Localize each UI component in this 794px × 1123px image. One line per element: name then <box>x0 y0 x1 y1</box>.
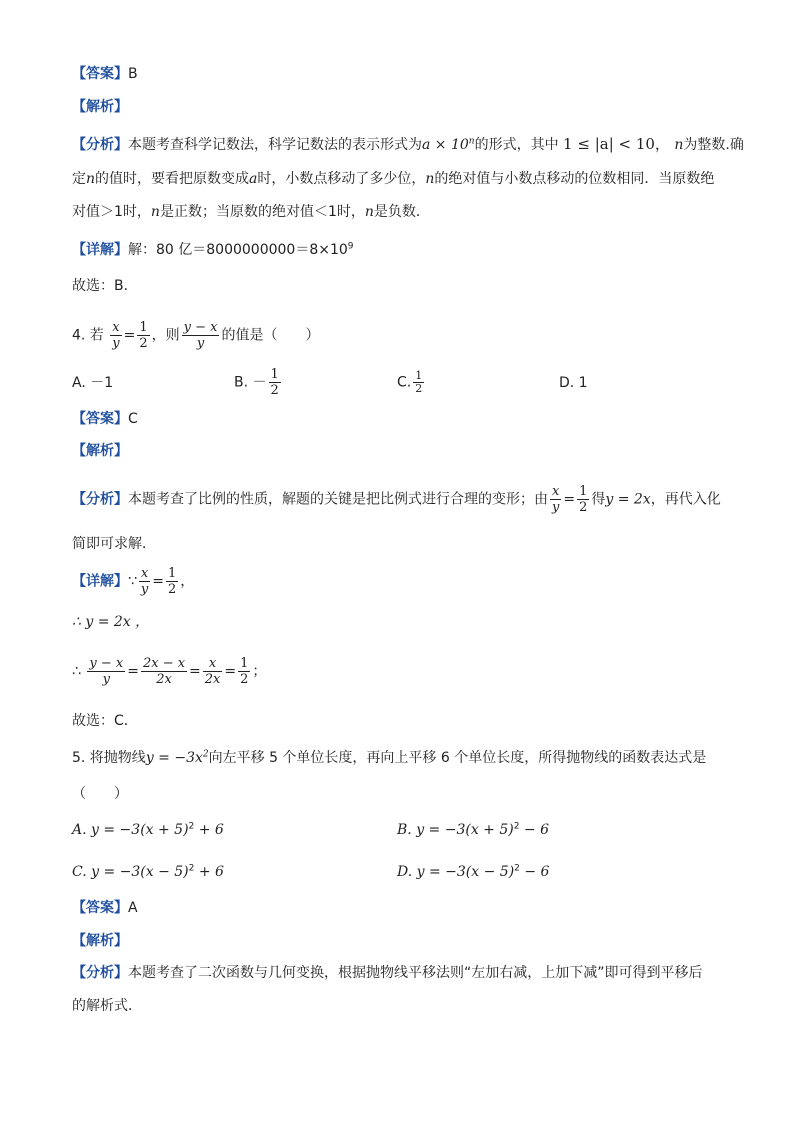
q4-option-d: D. 1 <box>559 375 588 391</box>
q3-answer-line <box>72 64 138 84</box>
q5-option-b: B. $y = -3(x + 5)^2 - 6$ <box>397 821 550 838</box>
q4-conclusion: 故选：C． <box>72 713 138 729</box>
q3-conclusion: 故选：B． <box>72 278 138 294</box>
q4-option-c: C. $\frac{1}{2}$ <box>397 369 423 395</box>
q4-stem: 4. 若 $\frac{x}{y}$ = $\frac{1}{2}$ ，则 $\frac{y - x}{y}$ 的值是（ ） <box>72 320 320 351</box>
q3-analysis-label: 【解析】 <box>72 99 128 115</box>
q5-stem-line-1: 5. 将抛物线$y = -3x^2$向左平移 5 个单位长度，再向上平移 6 个单位长度，所得抛物线的函数表达式是 <box>72 749 707 766</box>
parabola-expression: $y = -3x^2$ <box>145 749 209 766</box>
fraction-one-half: $\frac{1}{2}$ <box>139 320 148 351</box>
q3-detail-line: 【详解】解：80 亿$=8000000000=8\times 10^9$ <box>72 241 354 258</box>
fraction-y-minus-x-over-y: $\frac{y - x}{y}$ <box>183 320 218 351</box>
q5-analysis-label: 【解析】 <box>72 933 128 949</box>
q3-fenxi-line-1: 【分析】本题考查科学记数法，科学记数法的表示形式为$a \times 10^n$的形式，其中 1 ≤ |a| < 10， n为整数.确 <box>72 135 744 153</box>
detail-label: 【详解】 <box>72 242 128 258</box>
q5-option-d: D. $y = -3(x - 5)^2 - 6$ <box>397 863 550 880</box>
q4-fenxi-line-2: 简即可求解． <box>72 536 156 552</box>
q5-answer-value: A <box>128 900 138 916</box>
q4-analysis-label: 【解析】 <box>72 443 128 459</box>
answer-label: 【答案】 <box>72 66 128 82</box>
q4-step-2: ∴ $\frac{y - x}{y}$ = $\frac{2x - x}{2x}$ = $\frac{x}{2x}$ = $\frac{1}{2}$ ； <box>72 656 267 687</box>
q5-fenxi-line-2: 的解析式． <box>72 998 142 1014</box>
q4-answer-value: C <box>128 411 138 427</box>
q5-fenxi-line-1: 【分析】本题考查了二次函数与几何变换，根据抛物线平移法则“左加右减，上加下减”即可得到平移后 <box>72 965 703 981</box>
q4-answer-line: 【答案】C <box>72 411 138 427</box>
q4-step-1: ∴ y = 2x ， <box>72 614 150 630</box>
q4-detail-line: 【详解】∵ $\frac{x}{y}$ = $\frac{1}{2}$ ， <box>72 566 195 597</box>
q4-fenxi-line-1: 【分析】本题考查了比例的性质，解题的关键是把比例式进行合理的变形；由 $\frac{x}{y}$ = $\frac{1}{2}$ 得y = 2x，再代入化 <box>72 484 721 515</box>
q3-answer-value: B <box>128 66 138 82</box>
fenxi-label: 【分析】 <box>72 137 128 153</box>
q5-option-a: A. $y = -3(x + 5)^2 + 6$ <box>72 821 224 838</box>
q5-answer-line: 【答案】A <box>72 900 138 916</box>
sci-notation: $a \times 10^n$ <box>422 136 475 153</box>
abs-inequality: 1 ≤ |a| < 10， <box>563 135 670 153</box>
q5-option-c: C. $y = -3(x - 5)^2 + 6$ <box>72 863 224 880</box>
q4-option-a: A. －1 <box>72 375 114 391</box>
q4-option-b: B. － $\frac{1}{2}$ <box>234 367 279 398</box>
q5-stem-line-2: （ ） <box>72 786 128 802</box>
q3-fenxi-line-3: 对值＞1时，n是正数；当原数的绝对值＜1时，n是负数． <box>72 204 430 220</box>
fraction-x-over-y: $\frac{x}{y}$ <box>112 320 120 351</box>
q3-fenxi-line-2: 定n的值时，要看把原数变成a时，小数点移动了多少位，n的绝对值与小数点移动的位数相同．当原数绝 <box>72 171 715 187</box>
